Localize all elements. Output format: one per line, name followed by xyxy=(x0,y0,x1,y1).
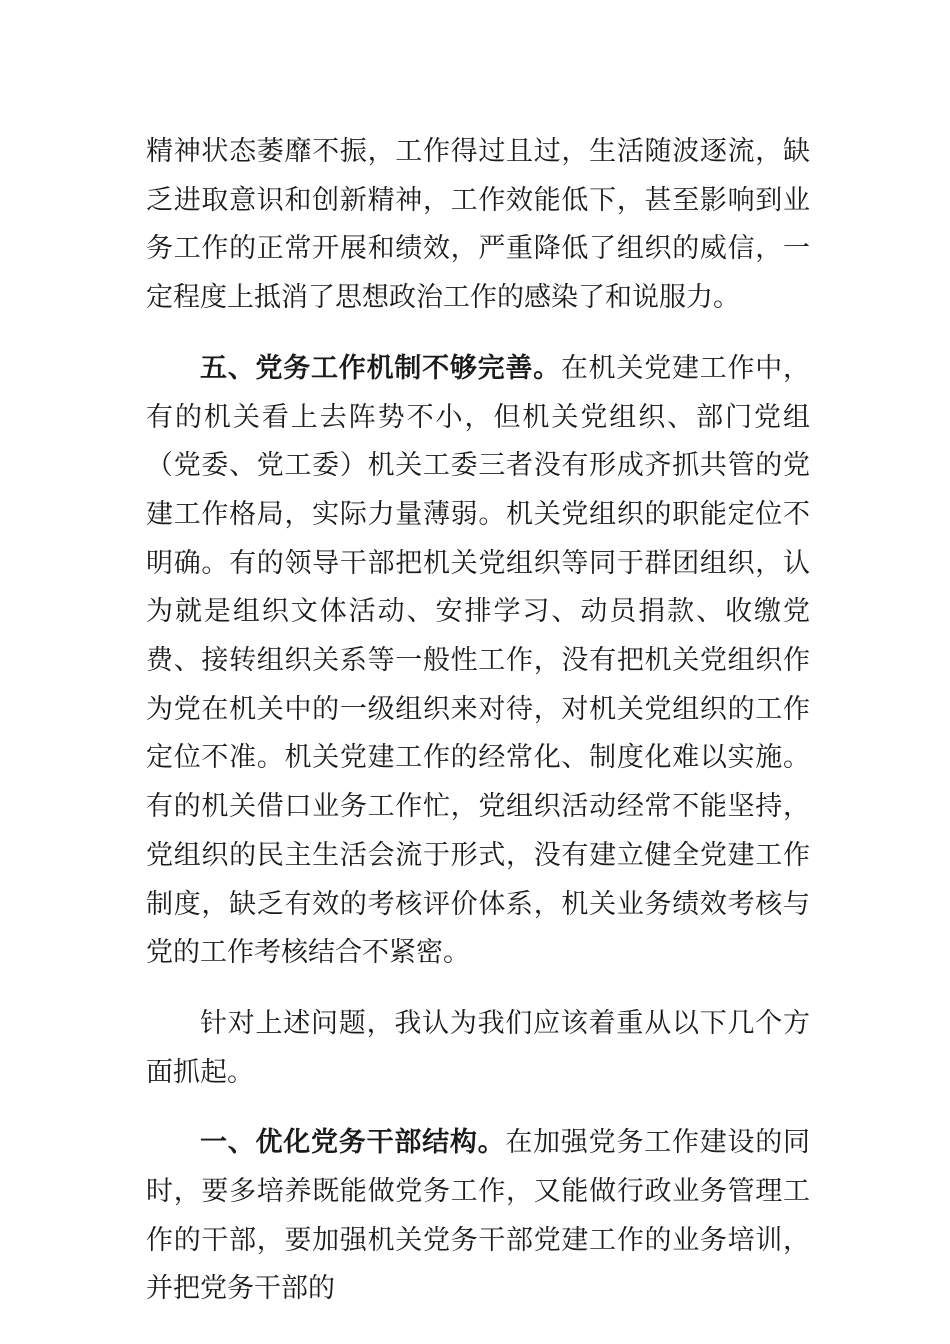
paragraph-text: 针对上述问题，我认为我们应该着重从以下几个方面抓起。 xyxy=(146,1007,810,1088)
paragraph-continuation xyxy=(146,128,810,323)
paragraph-gap xyxy=(146,978,810,1000)
paragraph-gap xyxy=(146,1097,810,1119)
paragraph-text: 在机关党建工作中，有的机关看上去阵势不小，但机关党组织、部门党组（党委、党工委）机关工委三者没有形成齐抓共管的党建工作格局，实际力量薄弱。机关党组织的职能定位不明确。有的领导干部把机关党组织等同于群团组织，认为就是组织文体活动、安排学习、动员捐款、收缴党费、接转组织关系等一般性工作，没有把机关党组织作为党在机关中的一级组织来对待，对机关党组织的工作定位不准。机关党建工作的经常化、制度化难以实施。有的机关借口业务工作忙，党组织活动经常不能坚持，党组织的民主生活会流于形式，没有建立健全党建工作制度，缺乏有效的考核评价体系，机关业务绩效考核与党的工作考核结合不紧密。 xyxy=(146,352,811,969)
document-body xyxy=(146,128,810,1314)
paragraph-transition xyxy=(146,1000,810,1097)
paragraph-text: 在加强党务工作建设的同时，要多培养既能做党务工作，又能做行政业务管理工作的干部，要加强机关党务干部党建工作的业务培训，并把党务干部的 xyxy=(146,1127,811,1305)
section-heading: 一、优化党务干部结构。 xyxy=(200,1127,506,1159)
paragraph-section-one xyxy=(146,1119,810,1314)
paragraph-text: 精神状态萎靡不振，工作得过且过，生活随波逐流，缺乏进取意识和创新精神，工作效能低下，甚至影响到业务工作的正常开展和绩效，严重降低了组织的威信，一定程度上抵消了思想政治工作的感染了和说服力。 xyxy=(146,136,810,314)
paragraph-gap xyxy=(146,323,810,345)
paragraph-section-five xyxy=(146,345,810,978)
section-heading: 五、党务工作机制不够完善。 xyxy=(200,352,561,384)
